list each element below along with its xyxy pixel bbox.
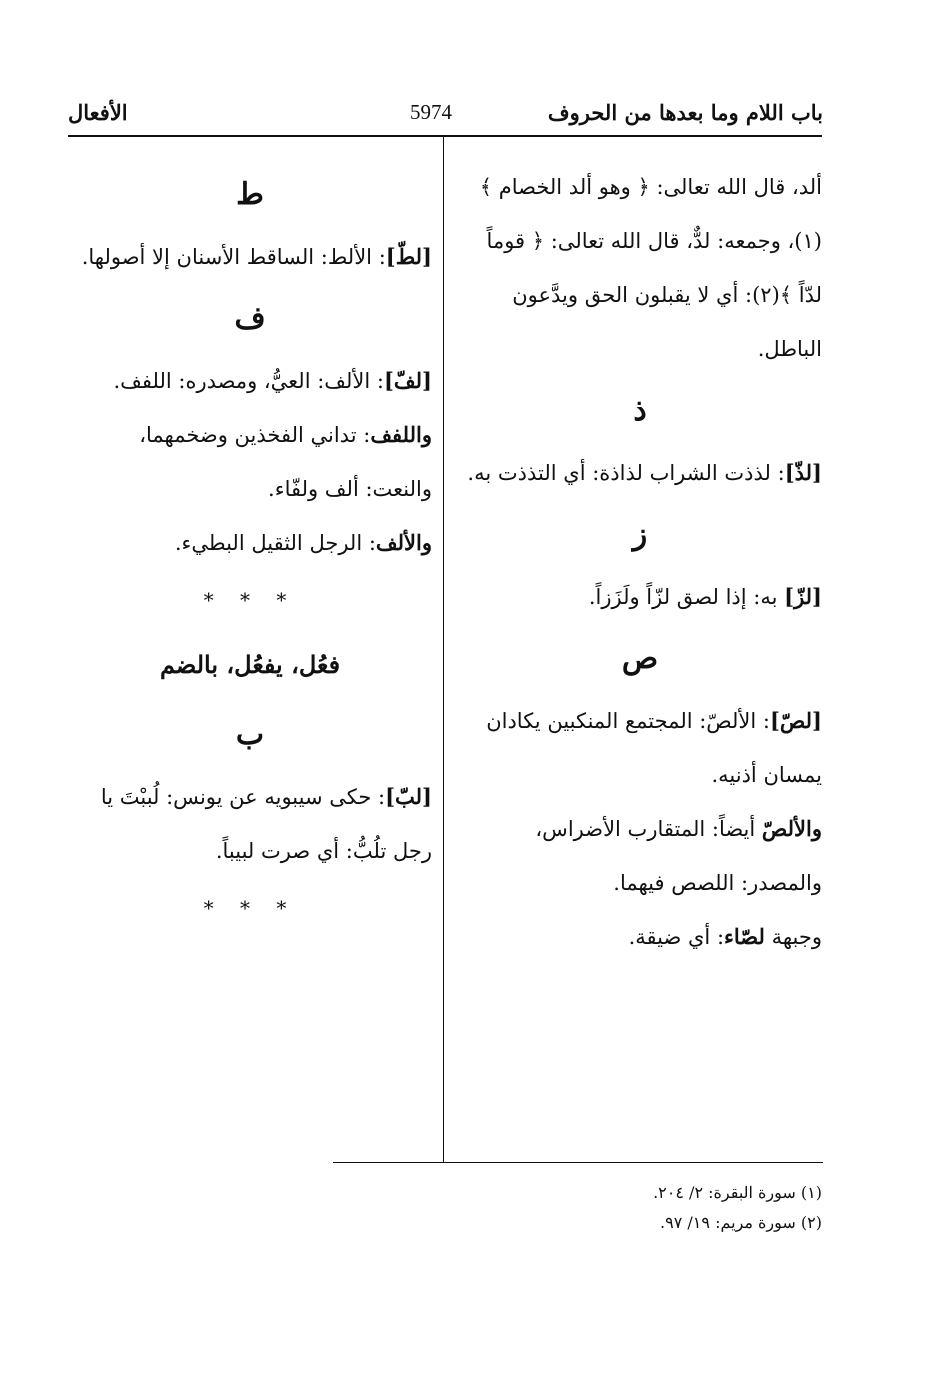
left-column bbox=[68, 160, 432, 938]
letter-heading-tah: ط bbox=[236, 177, 264, 212]
entry-alaff bbox=[68, 516, 432, 570]
entry-text: : لذذت الشراب لذاذة: أي التذذت به. bbox=[467, 461, 785, 485]
entry-text: : تداني الفخذين وضخمهما، والنعت: ألف ولفّاء. bbox=[139, 423, 432, 501]
entry-lassa bbox=[458, 910, 822, 964]
entry-ladh bbox=[458, 446, 822, 500]
letter-heading-sad: ص bbox=[621, 641, 659, 676]
entry-prefix: وجبهة bbox=[764, 925, 822, 949]
entry-key: لصّاء bbox=[724, 924, 765, 949]
entry-key: والألصّ bbox=[761, 816, 822, 841]
entry-text: أيضاً: المتقارب الأضراس، والمصدر: اللصص فيهما. bbox=[535, 817, 822, 895]
entry-key: [لصّ] bbox=[770, 708, 822, 733]
footnote-2: (٢) سورة مريم: ١٩/ ٩٧. bbox=[660, 1213, 822, 1232]
entry-text: : الألف: العيُّ، ومصدره: اللفف. bbox=[113, 369, 384, 393]
letter-heading-fa: ف bbox=[234, 301, 266, 336]
page-number: 5974 bbox=[410, 100, 452, 124]
entry-lafaf bbox=[68, 408, 432, 516]
entry-key: والألف bbox=[375, 530, 432, 555]
entry-text: : الألصّ: المجتمع المنكبين يكادان يمسان أذنيه. bbox=[486, 709, 822, 787]
entry-key: [لطّ] bbox=[385, 244, 432, 269]
entry-key: [لذّ] bbox=[784, 460, 822, 485]
entry-text: به: إذا لصق لزّاً ولَزَزاً. bbox=[588, 585, 785, 609]
letter-heading-dhal: ذ bbox=[633, 393, 647, 428]
entry-laz bbox=[458, 570, 822, 624]
entry-las bbox=[458, 694, 822, 802]
section-separator: * * * bbox=[203, 896, 297, 920]
chapter-title: باب اللام وما بعدها من الحروف bbox=[547, 100, 823, 125]
section-separator: * * * bbox=[203, 588, 297, 612]
letter-heading-zay: ز bbox=[632, 517, 648, 552]
entry-latt bbox=[68, 230, 432, 284]
entry-alas bbox=[458, 802, 822, 910]
footnote-rule bbox=[333, 1162, 823, 1163]
entry-text: : الرجل الثقيل البطيء. bbox=[174, 531, 376, 555]
section-heading: فعُل، يفعُل، بالضم bbox=[159, 650, 341, 679]
header-rule bbox=[68, 135, 822, 137]
letter-heading-ba: ب bbox=[235, 717, 265, 752]
column-divider bbox=[443, 136, 444, 1163]
entry-key: [لفّ] bbox=[383, 368, 432, 393]
entry-key: واللفف bbox=[370, 422, 432, 447]
right-column bbox=[458, 160, 822, 964]
footnote-1: (١) سورة البقرة: ٢/ ٢٠٤. bbox=[653, 1183, 822, 1202]
entry-labb bbox=[68, 770, 432, 878]
entry-ald: ألد، قال الله تعالى: ﴿ وهو ألد الخصام ﴾(١)، وجمعه: لدٌّ، قال الله تعالى: ﴿ قوماً لدّاً ﴾(٢): أي لا يقبلون الحق ويدَّعون الباطل. bbox=[479, 175, 822, 361]
entry-text: : أي ضيقة. bbox=[628, 925, 725, 949]
entry-text: : حكى سيبويه عن يونس: لُببْتَ يا رجل تلُبُّ: أي صرت لبيباً. bbox=[100, 785, 432, 863]
entry-key: [لبّ] bbox=[385, 784, 432, 809]
page-header bbox=[0, 100, 948, 136]
footnotes bbox=[460, 1178, 822, 1238]
entry-laff bbox=[68, 354, 432, 408]
section-title: الأفعال bbox=[68, 100, 128, 125]
entry-text: : الألط: الساقط الأسنان إلا أصولها. bbox=[81, 245, 386, 269]
entry-key: [لزّ] bbox=[784, 584, 822, 609]
